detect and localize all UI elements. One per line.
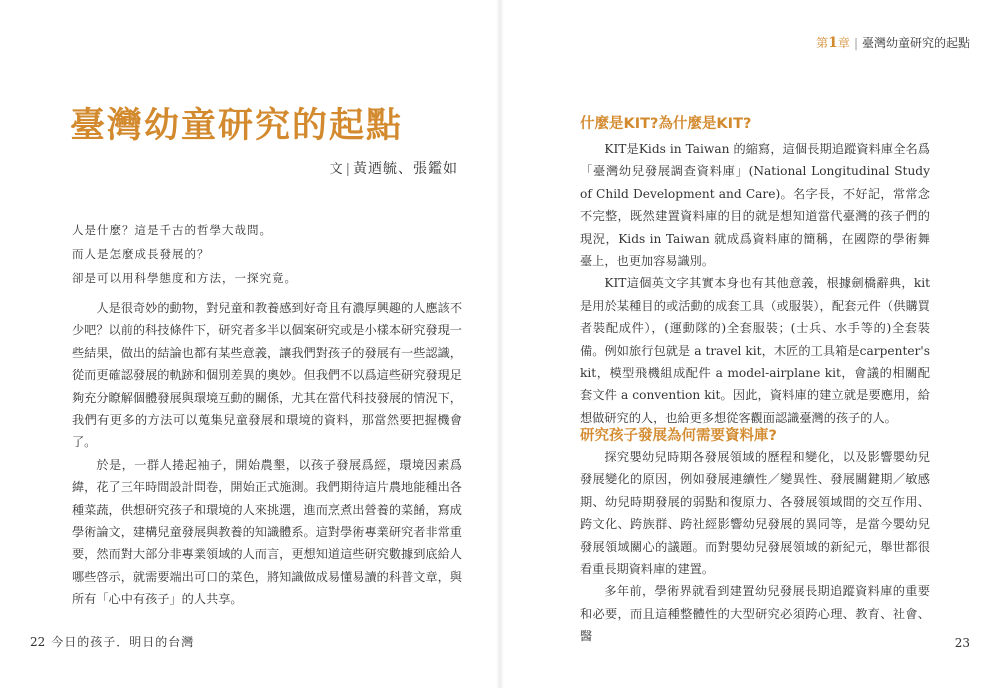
right-page: [500, 0, 1000, 688]
author-line: [330, 158, 458, 178]
running-header: [816, 34, 970, 51]
quote-line: 人是什麼？這是千古的哲學大哉問。: [72, 223, 272, 237]
opening-quote: [72, 218, 462, 290]
chapter-title: 臺灣幼童研究的起點: [861, 36, 970, 50]
quote-line: 卻是可以用科學態度和方法，一探究竟。: [72, 271, 297, 285]
body-paragraph: KIT這個英文字其實本身也有其他意義，根據劍橋辭典，kit是用於某種目的或活動的成套工具（或服裝），配套元件（供購買者裝配成件），(運動隊的)全套服裝；(士兵、水手等的)全套裝備。例如旅行包就是 a travel kit，木匠的工具箱是carpenter's kit，模型飛機組成配件 a model-airplane kit，會議的相關配套文件 a convention kit。因此，資料庫的建立就是要應用，給想做研究的人，也給更多想從客觀面認識臺灣的孩子的人。: [580, 276, 930, 425]
section-heading-kit: 什麼是KIT?為什麼是KIT?: [580, 116, 752, 132]
section-heading-database: 研究孩子發展為何需要資料庫?: [580, 428, 777, 444]
left-folio: [30, 633, 194, 650]
body-paragraph: 探究嬰幼兒時期各發展領域的歷程和變化，以及影響嬰幼兒發展變化的原因，例如發展連續性／變異性、發展關鍵期／敏感期、幼兒時期發展的弱點和復原力、各發展領域間的交互作用、跨文化、跨族群、跨社經影響幼兒發展的異同等，是當今嬰幼兒發展領域關心的議題。而對嬰幼兒發展領域的新紀元，舉世都很看重長期資料庫的建置。: [580, 450, 930, 577]
author-names: 黃迺毓、張鑑如: [353, 161, 458, 177]
quote-line: 而人是怎麼成長發展的？: [72, 247, 210, 261]
book-title: 今日的孩子．明日的台灣: [51, 635, 195, 649]
right-body-text-2: [580, 446, 930, 648]
right-body-text-1: [580, 138, 930, 429]
body-paragraph: 多年前，學術界就看到建置幼兒發展長期追蹤資料庫的重要和必要，而且這種整體性的大型研究必須跨心理、教育、社會、醫: [580, 584, 930, 644]
page-number-left: 22: [30, 635, 46, 649]
left-body-text: [72, 297, 462, 611]
article-title: 臺灣幼童研究的起點: [70, 105, 404, 146]
body-paragraph: 於是，一群人捲起袖子，開始農墾，以孩子發展爲經，環境因素爲緯，花了三年時間設計問卷，開始正式施測。我們期待這片農地能種出各種菜蔬，供想研究孩子和環境的人來挑選，進而烹煮出營養的菜餚，寫成學術論文，建構兒童發展與教養的知識體系。這對學術專業研究者非常重要，然而對大部分非專業領域的人而言，更想知道這些研究數據到底給人哪些啓示，就需要端出可口的菜色，將知識做成易懂易讀的科普文章，與所有「心中有孩子」的人共享。: [72, 457, 462, 607]
body-paragraph: 人是很奇妙的動物，對兒童和教養感到好奇且有濃厚興趣的人應該不少吧？以前的科技條件下，研究者多半以個案研究或是小樣本研究發現一些結果，做出的結論也都有某些意義，讓我們對孩子的發展有一些認識，從而更確認發展的軌跡和個別差異的奧妙。但我們不以爲這些研究發現足夠充分瞭解個體發展與環境互動的關係，尤其在當代科技發展的情況下，我們有更多的方法可以蒐集兒童發展和環境的資料，那當然要把握機會了。: [72, 301, 463, 450]
author-prefix: 文: [329, 162, 343, 177]
chapter-label: 第1章: [816, 35, 850, 51]
body-paragraph: KIT是Kids in Taiwan 的縮寫，這個長期追蹤資料庫全名爲「臺灣幼兒發展調查資料庫」(National Longitudinal Study of Child Development and Care)。名字長，不好記，常常念不完整，既然建置資料庫的目的就是想知道當代臺灣的孩子們的現況，Kids in Taiwan 就成爲資料庫的簡稱，在國際的學術舞臺上，也更加容易識別。: [580, 142, 930, 269]
author-divider: |: [345, 162, 350, 177]
header-divider: |: [853, 36, 858, 50]
page-number-right: 23: [954, 636, 970, 650]
